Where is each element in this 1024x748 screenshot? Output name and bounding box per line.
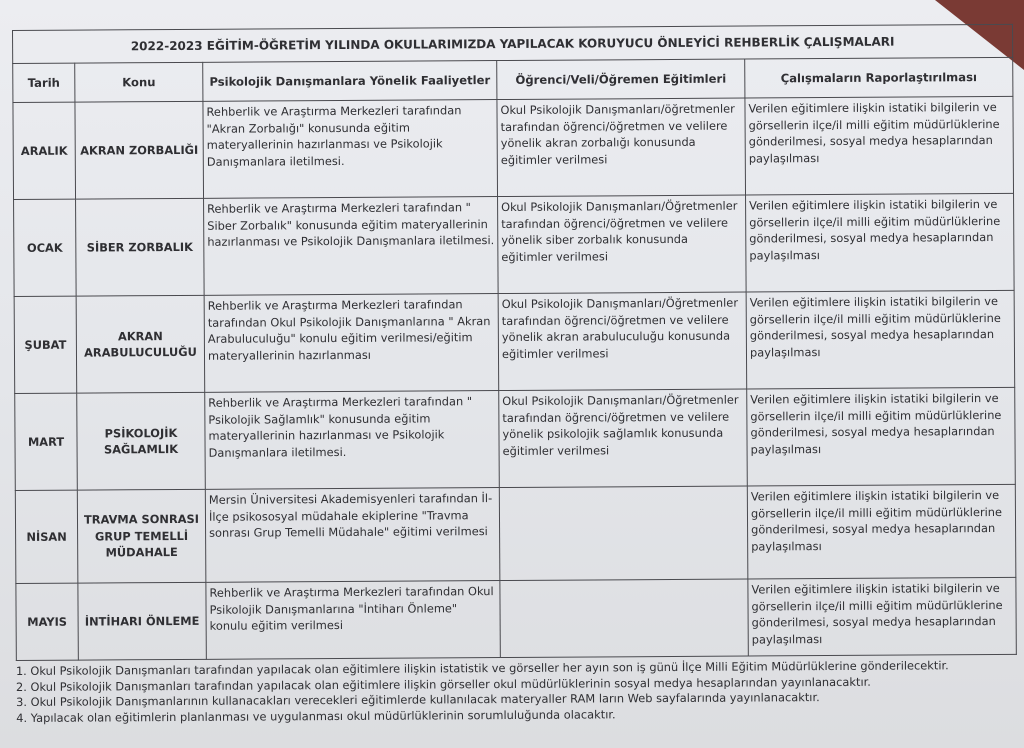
row-date: MART <box>15 393 78 490</box>
header-trainings: Öğrenci/Veli/Öğremen Eğitimleri <box>497 59 745 100</box>
table-header-row <box>13 57 1013 102</box>
row-reporting: Verilen eğitimlere ilişkin istatiki bilgilerin ve görsellerin ilçe/il milli eğitim müdürlüklerine gönderilmesi, sosyal medya hesaplarından paylaşılması <box>747 484 1016 579</box>
row-date: ŞUBAT <box>14 296 77 393</box>
row-topic: SİBER ZORBALIK <box>76 198 205 296</box>
row-topic: TRAVMA SONRASI GRUP TEMELLİ MÜDAHALE <box>77 489 206 583</box>
row-activities: Mersin Üniversitesi Akademisyenleri tarafından İl-İlçe psikososyal müdahale ekiplerine "Travma sonrası Grup Temelli Müdahale" eğitimi verilmesi <box>205 488 500 583</box>
footnote: 3. Okul Psikolojik Danışmanlarının kullanacakları verecekleri eğitimlerde kullanılacak materyaller RAM ların Web sayfalarında yayınlanacaktır. <box>16 690 820 709</box>
document-title: 2022-2023 EĞİTİM-ÖĞRETİM YILINDA OKULLARIMIZDA YAPILACAK KORUYUCU ÖNLEYİCİ REHBERLİK ÇALIŞMALARI <box>13 24 1013 63</box>
table-row <box>14 290 1015 393</box>
header-activities: Psikolojik Danışmanlara Yönelik Faaliyetler <box>203 61 497 102</box>
row-reporting: Verilen eğitimlere ilişkin istatiki bilgilerin ve görsellerin ilçe/il milli eğitim müdürlüklerine gönderilmesi, sosyal medya hesaplarından paylaşılması <box>746 290 1015 389</box>
footnote: 2. Okul Psikolojik Danışmanları tarafından yapılacak olan eğitimlere ilişkin görseller okul müdürlüklerinin sosyal medya hesaplarından yayınlanacaktır. <box>15 674 871 694</box>
footnotes <box>16 658 1016 726</box>
row-activities: Rehberlik ve Araştırma Merkezleri tarafından "Akran Zorbalığı" konusunda eğitim materyallerinin hazırlanması ve Psikolojik Danışmanlara iletilmesi. <box>203 100 498 199</box>
row-trainings <box>500 579 748 658</box>
row-reporting: Verilen eğitimlere ilişkin istatiki bilgilerin ve görsellerin ilçe/il milli eğitim müdürlüklerine gönderilmesi, sosyal medya hesaplarından paylaşılması <box>745 96 1014 195</box>
row-activities: Rehberlik ve Araştırma Merkezleri tarafından " Siber Zorbalık" konusunda eğitim materyallerinin hazırlanması ve Psikolojik Danışmanlara iletilmesi. <box>204 197 499 296</box>
row-date: MAYIS <box>16 583 78 660</box>
table-row <box>15 387 1016 490</box>
row-trainings: Okul Psikolojik Danışmanları/Öğretmenler tarafından öğrenci/öğretmen ve velilere yönelik siber zorbalık konusunda eğitimler verilmesi <box>498 195 747 294</box>
row-topic: AKRAN ARABULUCULUĞU <box>76 295 205 393</box>
row-date: ARALIK <box>13 102 76 199</box>
guidance-plan-table <box>12 24 1017 661</box>
row-topic: AKRAN ZORBALIĞI <box>75 101 204 199</box>
row-trainings: Okul Psikolojik Danışmanları/Öğretmenler tarafından öğrenci/öğretmen ve velilere yönelik psikolojik sağlamlık konusunda eğitimler verilmesi <box>499 389 748 488</box>
row-reporting: Verilen eğitimlere ilişkin istatiki bilgilerin ve görsellerin ilçe/il milli eğitim müdürlüklerine gönderilmesi, sosyal medya hesaplarından paylaşılması <box>746 193 1015 292</box>
footnote: 4. Yapılacak olan eğitimlerin planlanması ve uygulanması okul müdürlüklerinin sorumluluğunda olacaktır. <box>16 706 616 725</box>
row-trainings: Okul Psikolojik Danışmanları/öğretmenler tarafından öğrenci/öğretmen ve velilere yönelik akran zorbalığı konusunda eğitimler verilmesi <box>497 98 746 197</box>
row-reporting: Verilen eğitimlere ilişkin istatiki bilgilerin ve görsellerin ilçe/il milli eğitim müdürlüklerine gönderilmesi, sosyal medya hesaplarından paylaşılması <box>747 387 1016 486</box>
row-date: OCAK <box>14 199 77 296</box>
row-reporting: Verilen eğitimlere ilişkin istatiki bilgilerin ve görsellerin ilçe/il milli eğitim müdürlüklerine gönderilmesi, sosyal medya hesaplarından paylaşılması <box>748 577 1016 656</box>
row-activities: Rehberlik ve Araştırma Merkezleri tarafından Okul Psikolojik Danışmanlarına "İntiharı Önleme" konulu eğitim verilmesi <box>206 581 500 660</box>
row-topic: PSİKOLOJİK SAĞLAMLIK <box>77 392 206 490</box>
row-date: NİSAN <box>15 490 78 583</box>
table-row <box>13 96 1014 199</box>
row-activities: Rehberlik ve Araştırma Merkezleri tarafından " Psikolojik Sağlamlık" konusunda eğitim materyallerinin hazırlanması ve Psikolojik Danışmanlara iletilmesi. <box>205 391 500 490</box>
table-row <box>16 577 1016 660</box>
row-topic: İNTİHARI ÖNLEME <box>78 582 206 660</box>
footnote: 1. Okul Psikolojik Danışmanları tarafından yapılacak olan eğitimlere ilişkin istatistik ve görseller her ayın son iş günü İlçe Milli Eğitim Müdürlüklerine gönderilecektir. <box>15 658 949 678</box>
header-reporting: Çalışmaların Raporlaştırılması <box>745 57 1013 98</box>
table-row <box>15 484 1016 583</box>
header-date: Tarih <box>13 63 75 102</box>
header-topic: Konu <box>75 62 203 102</box>
row-trainings <box>499 486 748 581</box>
row-trainings: Okul Psikolojik Danışmanları/Öğretmenler tarafından öğrenci/öğretmen ve velilere yönelik akran arabuluculuğu konusunda eğitimler verilmesi <box>498 292 747 391</box>
document-sheet <box>12 24 1016 726</box>
table-row <box>14 193 1015 296</box>
row-activities: Rehberlik ve Araştırma Merkezleri tarafından tarafından Okul Psikolojik Danışmanlarına " Akran Arabuluculuğu" konulu eğitim verilmesi/eğitim materyallerinin hazırlanması <box>204 294 499 393</box>
